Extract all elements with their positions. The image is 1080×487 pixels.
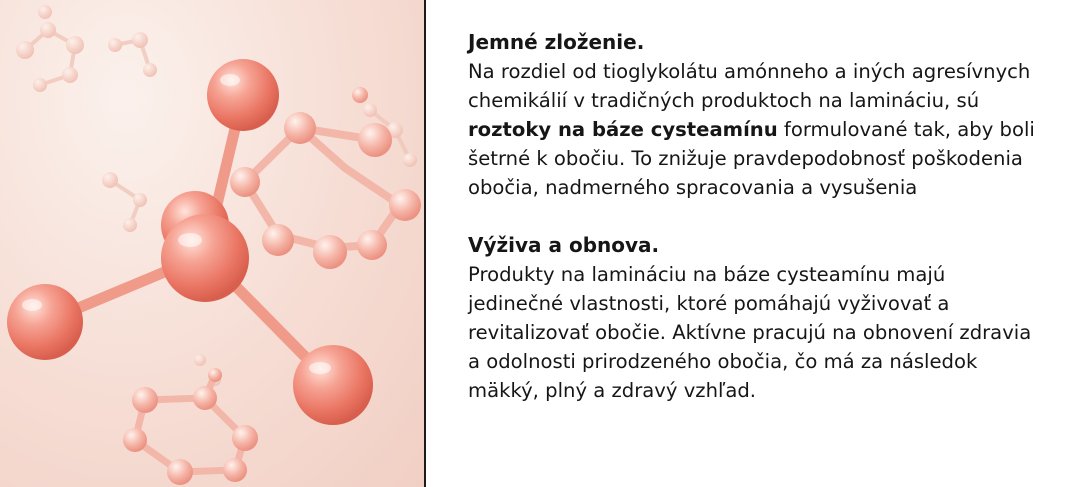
section-text: Produkty na lamináciu na báze cysteamínu majú jedinečné vlastnosti, ktoré pomáhajú vyživovať a revitalizovať obočie. Aktívne pracujú na obnovení zdravia a odolnosti prirodzeného obočia, čo má za následok mäkký, plný a zdravý vzhľad. (468, 263, 1032, 402)
section-text-part: formulované tak, aby boli šetrné k obočiu. To znižuje pravdepodobnosť poškodenia obočia, nadmerného spracovania a vysušenia (468, 118, 1035, 199)
text-panel (426, 0, 1080, 487)
section-heading: Jemné zloženie. (468, 30, 645, 54)
section-heading: Výživa a obnova. (468, 233, 660, 257)
section-nutrition-renewal (468, 231, 1040, 405)
section-gentle-composition (468, 28, 1040, 202)
section-text (468, 57, 1040, 202)
section-text-bold: roztoky na báze cysteamínu (468, 118, 778, 141)
molecule-image (0, 0, 424, 487)
section-text-part: Na rozdiel od tioglykolátu amónneho a iných agresívnych chemikálií v tradičných produktoch na lamináciu, sú (468, 60, 1031, 112)
molecule-illustration (0, 0, 424, 487)
